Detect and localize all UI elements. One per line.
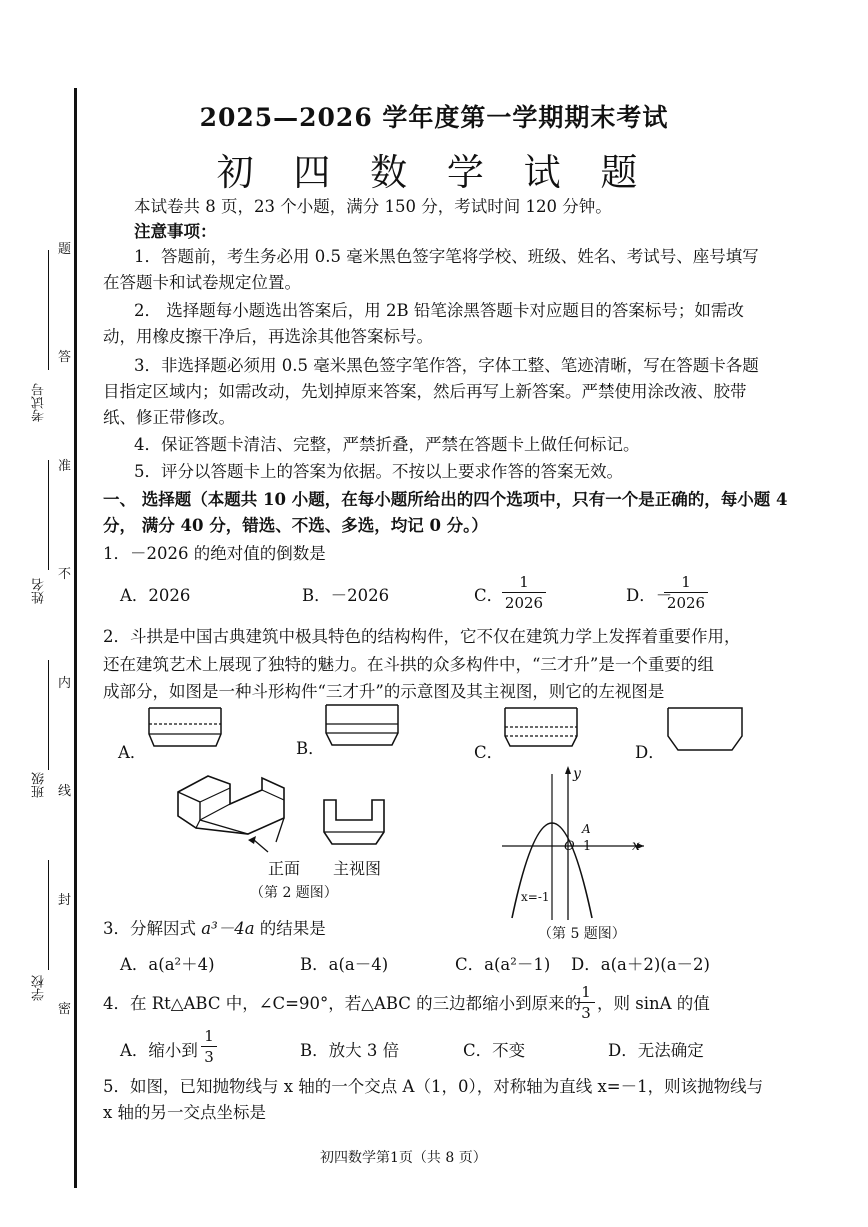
notice-line: 2． 选择题每小题选出答案后，用 2B 铅笔涂黑答题卡对应题目的答案标号；如需改	[134, 301, 744, 320]
q5-figure-caption: （第 5 题图）	[538, 926, 626, 942]
q5-tick-one-label: 1	[583, 839, 592, 854]
fraction-bar	[502, 592, 546, 593]
seal-char: 题	[58, 242, 72, 257]
notice-line: 目指定区域内；如需改动，先划掉原来答案，然后再写上新答案。严禁使用涂改液、胶带	[103, 382, 747, 401]
notice-line: 5．评分以答题卡上的答案为依据。不按以上要求作答的答案无效。	[134, 462, 623, 481]
q2-option-d-figure	[660, 706, 750, 756]
fraction-numerator: 1	[519, 573, 529, 591]
class-label: 班级	[32, 772, 47, 798]
seal-char: 答	[58, 350, 72, 365]
q2-main-view-label: 主视图	[333, 859, 382, 878]
q5-origin-label: O	[564, 839, 575, 854]
exam-number-label: 考试号	[32, 383, 47, 422]
q4-option-a[interactable]: A．缩小到	[120, 1041, 198, 1060]
q2-3d-model-figure	[170, 770, 315, 870]
q1-option-b[interactable]: B．－2026	[302, 586, 390, 605]
fraction-numerator: 1	[681, 573, 691, 591]
q5-stem-line: x 轴的另一交点坐标是	[103, 1103, 267, 1122]
fraction-denominator: 2026	[666, 594, 706, 612]
fraction-denominator: 3	[204, 1048, 214, 1066]
seal-char: 线	[58, 784, 72, 799]
q2-option-c[interactable]: C．	[474, 743, 504, 762]
q2-stem-line: 成部分，如图是一种斗形构件“三才升”的示意图及其主视图，则它的左视图是	[103, 682, 665, 701]
q2-stem-line: 2．斗拱是中国古典建筑中极具特色的结构构件，它不仅在建筑力学上发挥着重要作用，	[103, 627, 741, 646]
q2-option-c-figure	[496, 706, 586, 756]
q3-option-c[interactable]: C．a(a²－1)	[455, 955, 551, 974]
q4-stem-pre: 4．在 Rt△ABC 中，∠C=90°，若△ABC 的三边都缩小到原来的	[103, 994, 582, 1013]
q2-front-label: 正面	[268, 859, 301, 878]
q4-option-c[interactable]: C．不变	[463, 1041, 526, 1060]
notice-heading: 注意事项：	[134, 222, 217, 241]
binding-line	[74, 88, 77, 1188]
fraction-denominator: 2026	[504, 594, 544, 612]
q2-figure-caption: （第 2 题图）	[250, 885, 338, 901]
seal-char: 封	[58, 893, 72, 908]
fraction-denominator: 3	[581, 1004, 591, 1022]
q5-point-a-label: A	[582, 822, 591, 836]
q3-option-d[interactable]: D．a(a＋2)(a－2)	[571, 955, 710, 974]
q5-x-axis-label: x	[632, 838, 640, 854]
class-blank[interactable]	[48, 660, 49, 770]
fraction-bar	[577, 1002, 595, 1003]
q1-option-d[interactable]: D．－	[626, 586, 673, 605]
seal-char: 内	[58, 676, 72, 691]
fraction-numerator: 1	[204, 1027, 214, 1045]
q3-expression: a³－4a	[201, 919, 255, 938]
exam-year-title: 2025—2026 学年度第一学期期末考试	[199, 103, 669, 132]
q3-stem-pre: 3．分解因式	[103, 919, 202, 938]
section-heading-cont: 分， 满分 40 分，错选、不选、多选，均记 0 分。）	[103, 516, 488, 535]
q2-option-d[interactable]: D．	[635, 743, 665, 762]
fraction-bar	[201, 1046, 217, 1047]
notice-line: 动，用橡皮擦干净后，再选涂其他答案标号。	[103, 327, 433, 346]
q1-option-d-fraction	[664, 573, 708, 612]
q3-option-b[interactable]: B．a(a－4)	[300, 955, 389, 974]
q4-option-a-fraction	[201, 1027, 217, 1066]
name-label: 姓名	[32, 578, 47, 604]
q2-stem-line: 还在建筑艺术上展现了独特的魅力。在斗拱的众多构件中，“三才升”是一个重要的组	[103, 655, 714, 674]
fraction-bar	[664, 592, 708, 593]
q4-stem-fraction	[577, 983, 595, 1022]
q1-option-a[interactable]: A．2026	[120, 586, 191, 605]
school-blank[interactable]	[48, 860, 49, 970]
q3-option-a[interactable]: A．a(a²＋4)	[120, 955, 215, 974]
exam-number-blank[interactable]	[48, 250, 49, 370]
notice-line: 1．答题前，考生务必用 0.5 毫米黑色签字笔将学校、班级、姓名、考试号、座号填写	[134, 247, 759, 266]
q5-y-axis-label: y	[573, 766, 581, 782]
q2-option-b[interactable]: B．	[296, 739, 325, 758]
school-label: 学校	[32, 975, 47, 1001]
intro-text: 本试卷共 8 页，23 个小题，满分 150 分，考试时间 120 分钟。	[134, 197, 612, 216]
notice-line: 在答题卡和试卷规定位置。	[103, 273, 301, 292]
seal-char: 不	[58, 567, 72, 582]
exam-subject-title: 初 四 数 学 试 题	[216, 151, 652, 194]
q2-main-view-figure	[320, 796, 388, 850]
notice-line: 纸、修正带修改。	[103, 408, 235, 427]
q4-option-d[interactable]: D．无法确定	[608, 1041, 704, 1060]
q2-option-a[interactable]: A．	[118, 743, 147, 762]
seal-char: 准	[58, 459, 72, 474]
q2-option-b-figure	[318, 703, 408, 753]
page-footer: 初四数学第1页（共 8 页）	[320, 1150, 487, 1166]
q3-stem-post: 的结果是	[254, 919, 326, 938]
q4-option-b[interactable]: B．放大 3 倍	[300, 1041, 400, 1060]
notice-line: 4．保证答题卡清洁、完整，严禁折叠，严禁在答题卡上做任何标记。	[134, 435, 640, 454]
q5-axis-of-symmetry-label: x=-1	[521, 890, 550, 904]
q2-option-a-figure	[140, 706, 230, 756]
q4-stem-post: ，则 sinA 的值	[597, 994, 710, 1013]
name-blank[interactable]	[48, 460, 49, 570]
q3-stem	[103, 918, 326, 940]
section-heading: 一、 选择题（本题共 10 小题，在每小题所给出的四个选项中，只有一个是正确的，每小题 4	[103, 490, 788, 509]
notice-line: 3．非选择题必须用 0.5 毫米黑色签字笔作答，字体工整、笔迹清晰，写在答题卡各题	[134, 356, 759, 375]
seal-char: 密	[58, 1002, 72, 1017]
q1-stem: 1．－2026 的绝对值的倒数是	[103, 544, 326, 563]
q1-option-c[interactable]: C．	[474, 586, 504, 605]
fraction-numerator: 1	[581, 983, 591, 1001]
q1-option-c-fraction	[502, 573, 546, 612]
q5-stem-line: 5．如图，已知抛物线与 x 轴的一个交点 A（1，0），对称轴为直线 x=－1，则该抛物线与	[103, 1077, 764, 1096]
